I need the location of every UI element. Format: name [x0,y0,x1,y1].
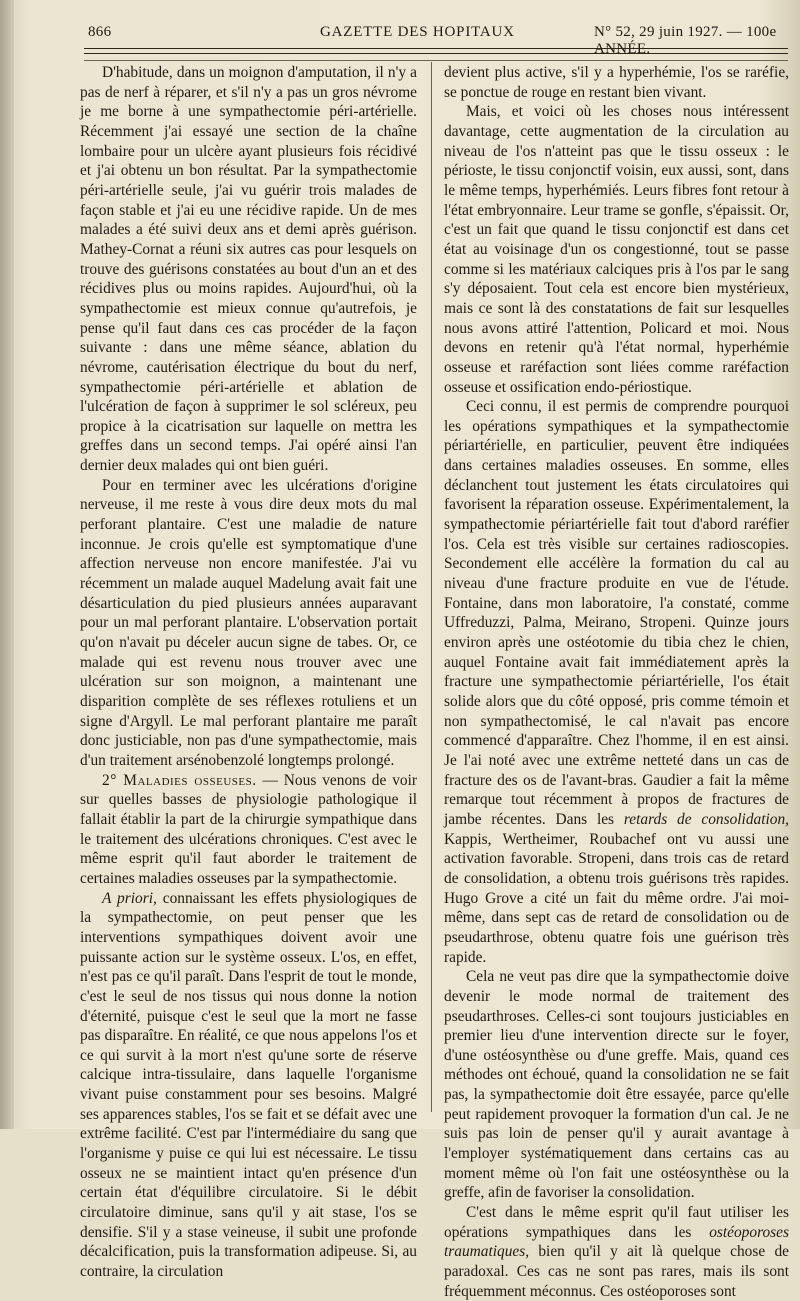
paragraph [444,397,789,967]
section-heading: 2° Maladies osseuses. [102,771,257,789]
paragraph: Mais, et voici où les choses nous intéressent davantage, cette augmentation de la circulation au niveau de l'os n'atteint pas que le tissu osseux : le périoste, le tissu conjonctif voisin, eux aussi, sont, dans le même temps, hyperhémiés. Leurs fibres font retour à l'état embryonnaire. Leur trame se gonfle, s'épaissit. Or, c'est un fait que quand le tissu conjonctif est dans cet état au voisinage d'un os congestionné, tout se passe comme si les matériaux calciques pris à l'os par le sang s'y déposaient. Tout cela est encore bien mystérieux, mais ce sont là des constatations de fait sur lesquelles nous avons attiré l'attention, Policard et moi. Nous devons en retenir qu'à l'état normal, hyperhémie osseuse et raréfaction sont liées comme raréfaction osseuse et ossification endo-périostique. [444,103,789,396]
paragraph: devient plus active, s'il y a hyperhémie, l'os se raréfie, se ponctue de rouge en restant bien vivant. [444,64,789,101]
paragraph [80,771,417,889]
journal-title: GAZETTE DES HOPITAUX [320,24,515,40]
paragraph: D'habitude, dans un moignon d'amputation, il n'y a pas de nerf à réparer, et s'il n'y a pas un gros névrome je me borne à une sympathectomie péri-artérielle. Récemment j'ai essayé une section de la chaîne lombaire pour un ulcère ayant plusieurs fois récidivé et j'ai obtenu un bon résultat. Par la sympathectomie péri-artérielle seule, j'ai vu guérir trois malades de façon stable et j'ai eu une récidive rapide. Un de mes malades a été suivi deux ans et demi après guérison. Mathey-Cornat a réuni six autres cas pour lesquels on trouve des guérisons constatées au bout d'un an et des récidives plus ou moins rapides. Aujourd'hui, où la sympathectomie est mieux connue qu'autrefois, je pense qu'il faut dans ces cas procéder de la façon suivante : dans une même séance, ablation du névrome, cautérisation électrique du bout du nerf, sympathectomie péri-artérielle et ablation de l'ulcération de façon à supprimer le sol scléreux, peu propice à la cicatrisation sur laquelle on mettra les greffes dans un second temps. J'ai opéré ainsi l'an dernier deux malades qui ont bien guéri. [80,64,417,475]
right-column [444,63,789,1301]
paragraph-text: bien qu'il y ait là quelque chose de paradoxal. Ces cas ne sont pas rares, mais ils sont fréquemment méconnus. Ces ostéoporoses sont [444,1243,789,1300]
binding-shadow [0,0,14,1129]
paragraph-text: Kappis, Wertheimer, Roubachef ont vu aussi une activation favorable. Stropeni, dans trois cas de retard de consolidation, a obtenu trois guérisons très rapides. Hugo Grove a cité un fait du même ordre. J'ai moi-même, dans sept cas de retard de consolidation ou de pseudarthrose, obtenu quatre fois une guérison très rapide. [444,830,789,966]
paragraph: Cela ne veut pas dire que la sympathectomie doive devenir le mode normal de traitement des pseudarthroses. Celles-ci sont toujours justiciables en premier lieu d'une intervention directe sur le foyer, d'une ostéosynthèse ou d'une greffe. Mais, quand ces méthodes ont échoué, quand la consolidation ne se fait pas, la sympathectomie doit être essayée, parce qu'elle peut rapidement provoquer la formation d'un cal. Je ne suis pas loin de penser qu'il y aurait avantage à l'employer systématiquement dans certains cas au moment même où l'on fait une ostéosynthèse ou la greffe, afin de favoriser la consolidation. [444,968,789,1202]
paragraph [444,1203,789,1301]
header-rule [84,48,788,54]
paragraph-text: C'est dans le même esprit qu'il faut utiliser les opérations sympathiques dans les [444,1204,789,1241]
issue-info: N° 52, 29 juin 1927. — 100e ANNÉE. [594,24,777,57]
paragraph-text: Ceci connu, il est permis de comprendre pourquoi les opérations sympathiques et la sympathectomie périartérielle, en particulier, peuvent être indiquées dans certaines maladies osseuses. En somme, elles déclanchent tout justement les états circulatoires qui favorisent la réparation osseuse. Expérimentalement, la sympathectomie périartérielle fait tout d'abord raréfier l'os. Cela est très visible sur certaines radioscopies. Secondement elle accélère la formation du cal au niveau d'une fracture produite en vue de l'étude. Fontaine, dans mon laboratoire, l'a constaté, comme Uffreduzzi, Palma, Meirano, Stropeni. Quinze jours environ après une ostéotomie du tibia chez le chien, auquel Fontaine avait fait immédiatement après la fracture une sympathectomie périartérielle, l'os était solide alors que du côté opposé, pris comme témoin et non sympathectomisé, le cal n'avait pas encore commencé d'apparaître. Chez l'homme, il en est ainsi. Je l'ai noté avec une extrême netteté dans un cas de fracture des os de l'avant-bras. Gaudier a fait la même remarque tout récemment à propos de fractures de jambe récentes. Dans les [444,398,789,828]
italic-lead: A priori, [102,889,157,907]
paragraph [80,889,417,1282]
column-divider [431,62,432,1112]
page-number: 866 [88,24,112,40]
italic-term: ostéoporoses traumatiques, [444,1223,789,1261]
header-thin-rule [84,60,788,61]
paragraph-text: connaissant les effets physiologiques de la sympathectomie, on peut penser que les interventions sympathiques doivent avoir une puissante action sur le système osseux. L'os, en effet, n'est pas ce qu'il paraît. Dans l'esprit de tout le monde, c'est le seul de nos tissus qui nous donne la notion d'éternité, puisque c'est le seul que la mort ne fasse pas disparaître. En réalité, ce que nous appelons l'os et ce qui survit à la mort n'est qu'une sorte de réserve calcique intra-tissulaire, dans laquelle l'organisme vivant puise constamment pour ses besoins. Malgré ses apparences stables, l'os se fait et se défait avec une extrême facilité. C'est par l'intermédiaire du sang que l'organisme y puise ce qui lui est nécessaire. Le tissu osseux ne se maintient intact qu'en présence d'un certain état d'équilibre circulatoire. Si le débit circulatoire diminue, sans qu'il y ait stase, l'os se densifie. S'il y a stase veineuse, il subit une profonde décalcification, puis la transformation adipeuse. Si, au contraire, la circulation [80,889,417,1281]
left-column [80,63,417,1282]
paragraph: Pour en terminer avec les ulcérations d'origine nerveuse, il me reste à vous dire deux mots du mal perforant plantaire. C'est une maladie de nature inconnue. Je crois qu'elle est symptomatique d'une affection nerveuse non encore manifestée. J'ai vu récemment un malade auquel Madelung avait fait une désarticulation du pied plusieurs années auparavant pour un mal perforant plantaire. L'observation portait qu'on n'avait pu déceler aucun signe de tabes. Or, ce malade qui est revenu nous trouver avec une ulcération sur son moignon, a maintenant une disparition complète de ses réflexes rotuliens et un signe d'Argyll. Le mal perforant plantaire me paraît donc justiciable, non pas d'une sympathectomie, mais d'un traitement arsénobenzolé longtemps prolongé. [80,476,417,769]
running-header [88,22,790,57]
italic-term: retards de consolidation, [623,810,790,828]
paragraph-text: — Nous venons de voir sur quelles basses de physiologie pathologique il fallait établir la part de la chirurgie sympathique dans le traitement des ulcérations chroniques. C'est avec le même esprit qu'il faut aborder le traitement de certaines maladies osseuses par la sympathectomie. [80,771,417,887]
